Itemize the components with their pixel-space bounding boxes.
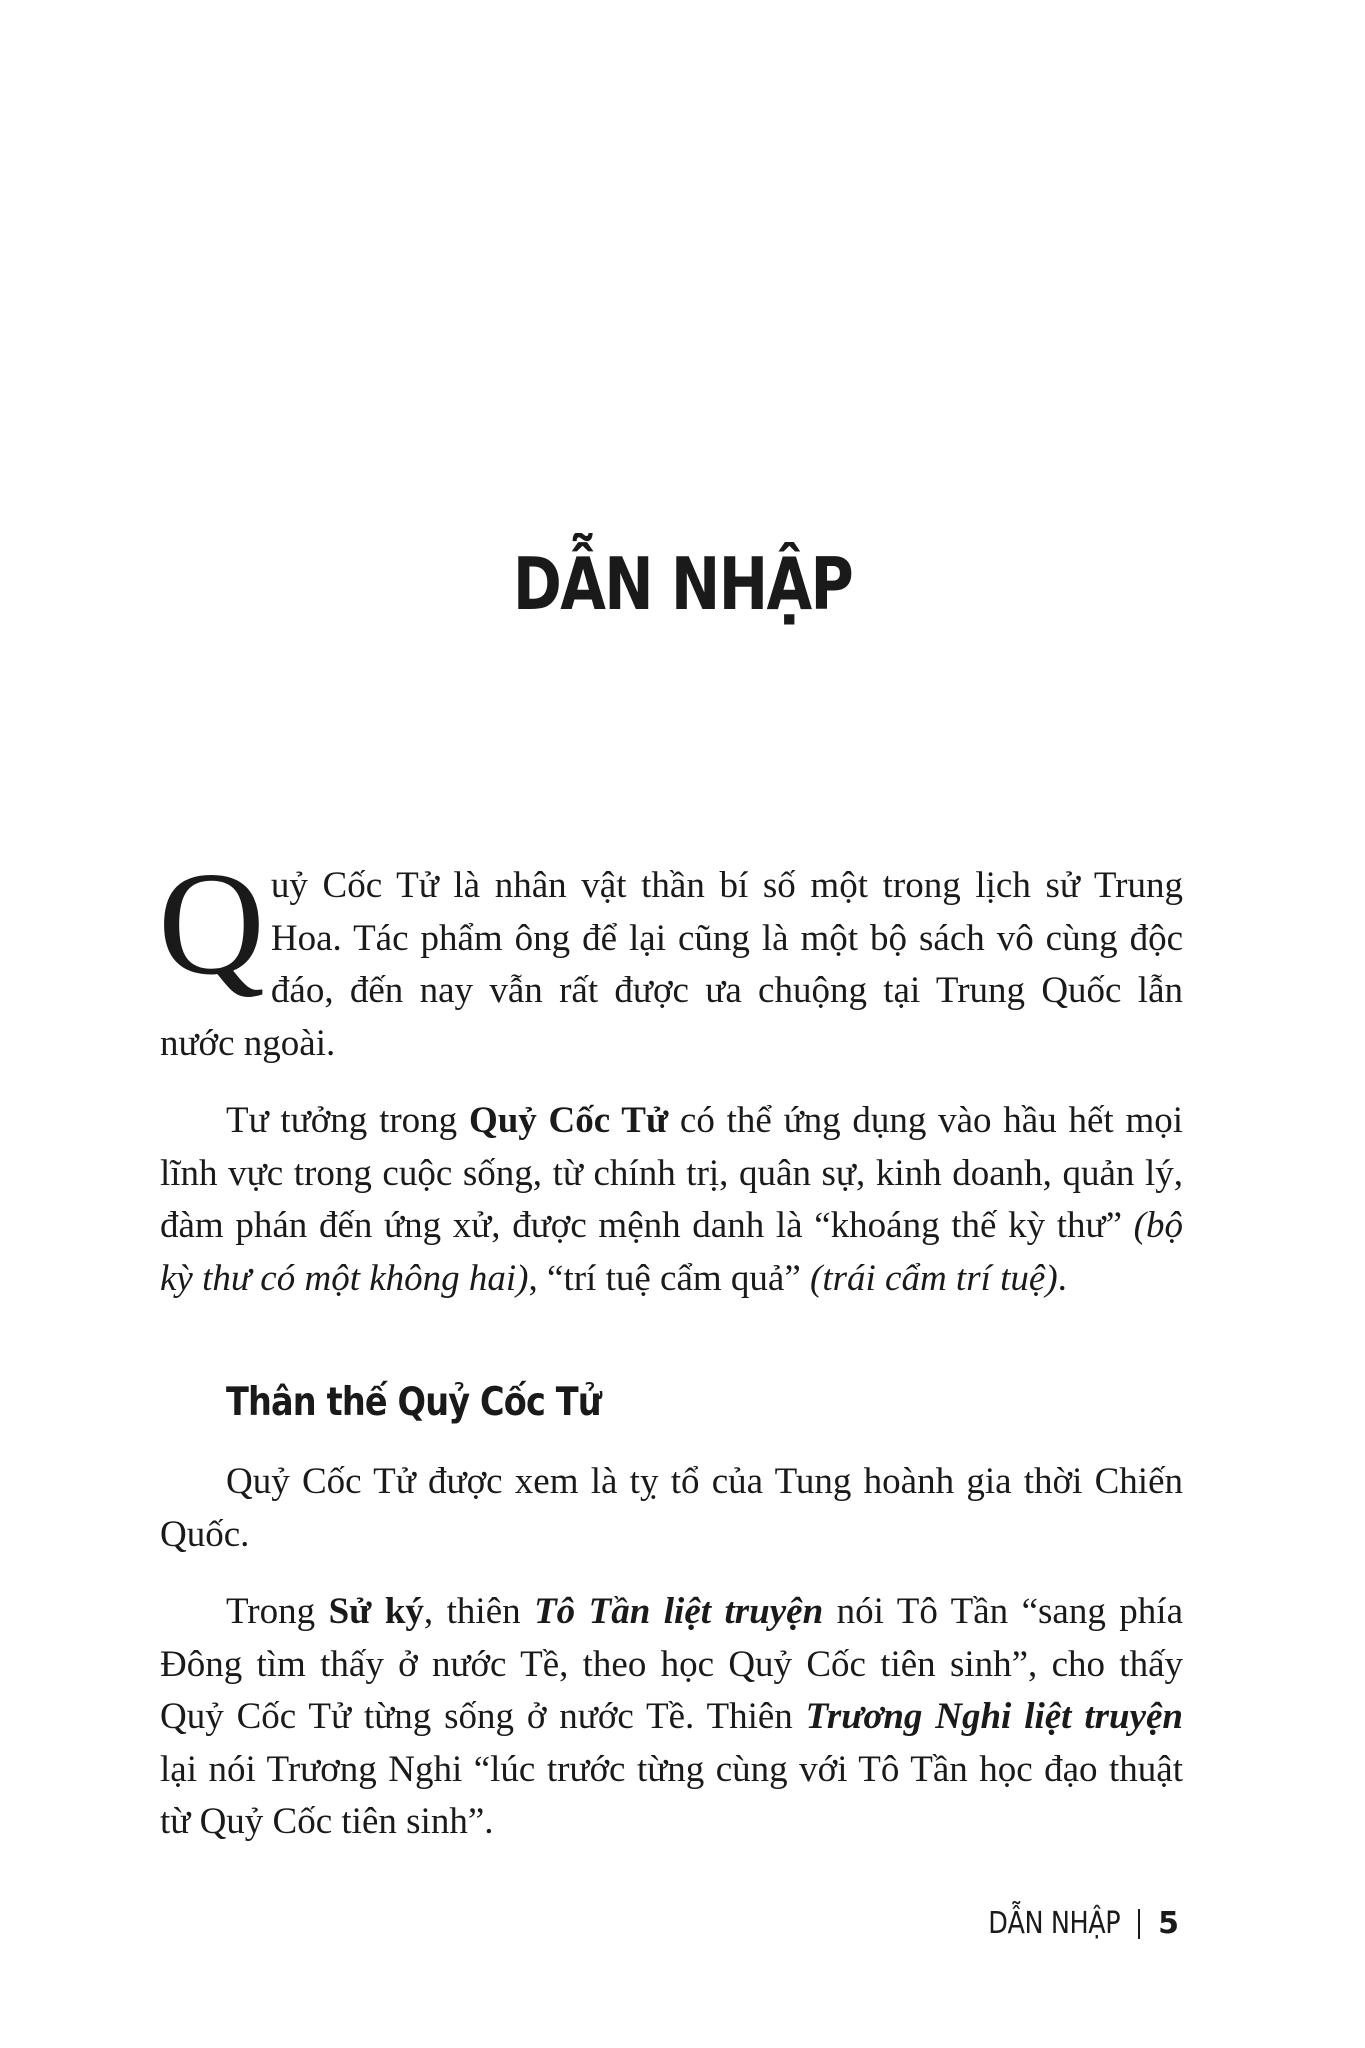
text-run: .: [1057, 1257, 1067, 1299]
section-body: [160, 1456, 1183, 1849]
page-footer: [965, 1906, 1179, 1941]
intro-paragraph-1: [158, 842, 1183, 1070]
text-run: Tư tưởng trong: [226, 1100, 469, 1141]
section-heading: Thân thế Quỷ Cốc Tử: [226, 1380, 601, 1425]
gloss-italic: (trái cẩm trí tuệ): [810, 1257, 1058, 1299]
book-title-bold: Quỷ Cốc Tử: [468, 1100, 669, 1141]
chapter-title: DẪN NHẬP: [512, 542, 853, 626]
text-run: Trong: [226, 1591, 329, 1632]
intro-section: [158, 842, 1184, 1305]
text-run: nói Tô Tần “sang phía Đông tìm thấy ở nước Tề, theo học Quỷ Cốc tiên sinh”, cho thấy Quỷ Cốc Tử từng sống ở nước Tề. Thiên: [160, 1591, 1184, 1737]
text-run: lại nói Trương Nghi “lúc trước từng cùng với Tô Tần học đạo thuật từ Quỷ Cốc tiên sinh”.: [160, 1748, 1183, 1842]
book-title-bold: Sử ký: [328, 1591, 424, 1632]
text-run: có thể ứng dụng vào hầu hết mọi lĩnh vực trong cuộc sống, từ chính trị, quân sự, kinh doanh, quản lý, đàm phán đến ứng xử, được mệnh danh là “khoáng thế kỳ thư”: [160, 1100, 1184, 1246]
intro-paragraph-2: [160, 1095, 1183, 1305]
page-number: 5: [1158, 1906, 1179, 1941]
running-head: DẪN NHẬP: [988, 1906, 1121, 1941]
intro-paragraph-1-text: uỷ Cốc Tử là nhân vật thần bí số một trong lịch sử Trung Hoa. Tác phẩm ông để lại cũng là một bộ sách vô cùng độc đáo, đến nay vẫn rất được ưa chuộng tại Trung Quốc lẫn nước ngoài.: [160, 865, 1183, 1064]
chapter-title-bold-italic: Tô Tần liệt truyện: [534, 1591, 824, 1632]
text-run: , “trí tuệ cẩm quả”: [528, 1257, 810, 1299]
section-paragraph-1: Quỷ Cốc Tử được xem là tỵ tổ của Tung hoành gia thời Chiến Quốc.: [160, 1461, 1183, 1555]
text-run: , thiên: [423, 1591, 535, 1632]
drop-cap: Q: [158, 842, 265, 1006]
footer-separator: [1138, 1909, 1140, 1939]
gloss-italic: (bộ kỳ thư có một không hai): [160, 1205, 1183, 1299]
section-paragraph-2: [160, 1586, 1183, 1849]
chapter-title-bold-italic: Trương Nghi liệt truyện: [805, 1696, 1184, 1737]
